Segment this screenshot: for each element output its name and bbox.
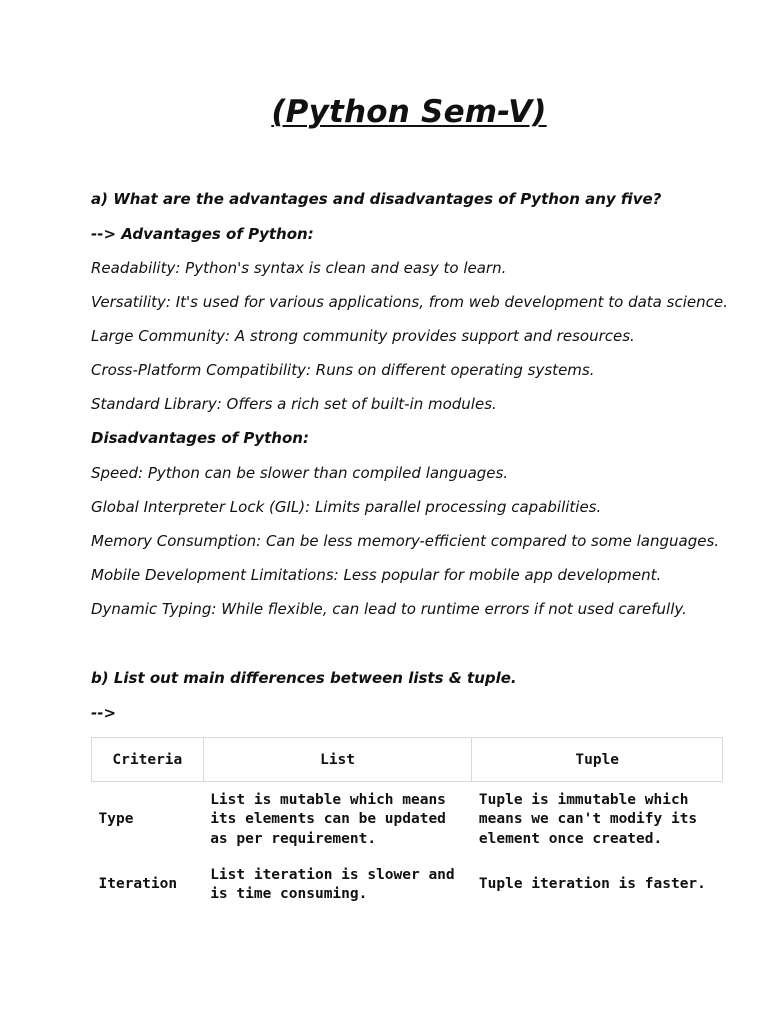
- disadvantage-item: Dynamic Typing: While flexible, can lead to runtime errors if not used carefully.: [91, 600, 687, 618]
- disadvantage-item: Speed: Python can be slower than compiled languages.: [91, 464, 509, 482]
- question-a: a) What are the advantages and disadvantages of Python any five?: [91, 190, 662, 208]
- page-title: (Python Sem-V): [271, 94, 547, 130]
- advantage-item: Readability: Python's syntax is clean and easy to learn.: [91, 259, 507, 277]
- cell-list: List is mutable which means its elements can be updated as per requirement.: [210, 791, 446, 847]
- header-criteria: Criteria: [92, 738, 204, 782]
- cell-tuple: Tuple iteration is faster.: [478, 876, 706, 893]
- cell-list: List iteration is slower and is time consuming.: [210, 866, 455, 902]
- advantage-item: Cross-Platform Compatibility: Runs on different operating systems.: [91, 361, 595, 379]
- question-b: b) List out main differences between lists & tuple.: [91, 669, 517, 687]
- header-tuple: Tuple: [472, 738, 723, 782]
- advantage-item: Standard Library: Offers a rich set of built-in modules.: [91, 395, 497, 413]
- disadvantage-item: Memory Consumption: Can be less memory-efficient compared to some languages.: [91, 532, 720, 550]
- table-header-row: [92, 738, 723, 782]
- comparison-table: [91, 737, 723, 914]
- cell-criteria: Type: [98, 811, 134, 828]
- disadvantages-heading: Disadvantages of Python:: [91, 429, 309, 447]
- header-list: List: [203, 738, 472, 782]
- advantage-item: Large Community: A strong community provides support and resources.: [91, 327, 635, 345]
- table-row: [92, 856, 723, 914]
- table-row: [92, 782, 723, 857]
- disadvantage-item: Mobile Development Limitations: Less popular for mobile app development.: [91, 566, 662, 584]
- cell-criteria: Iteration: [98, 876, 178, 893]
- cell-tuple: Tuple is immutable which means we can't modify its element once created.: [478, 791, 698, 847]
- answer-arrow: -->: [91, 704, 117, 722]
- disadvantage-item: Global Interpreter Lock (GIL): Limits parallel processing capabilities.: [91, 498, 602, 516]
- advantage-item: Versatility: It's used for various applications, from web development to data science.: [91, 293, 728, 311]
- advantages-heading: --> Advantages of Python:: [91, 225, 314, 243]
